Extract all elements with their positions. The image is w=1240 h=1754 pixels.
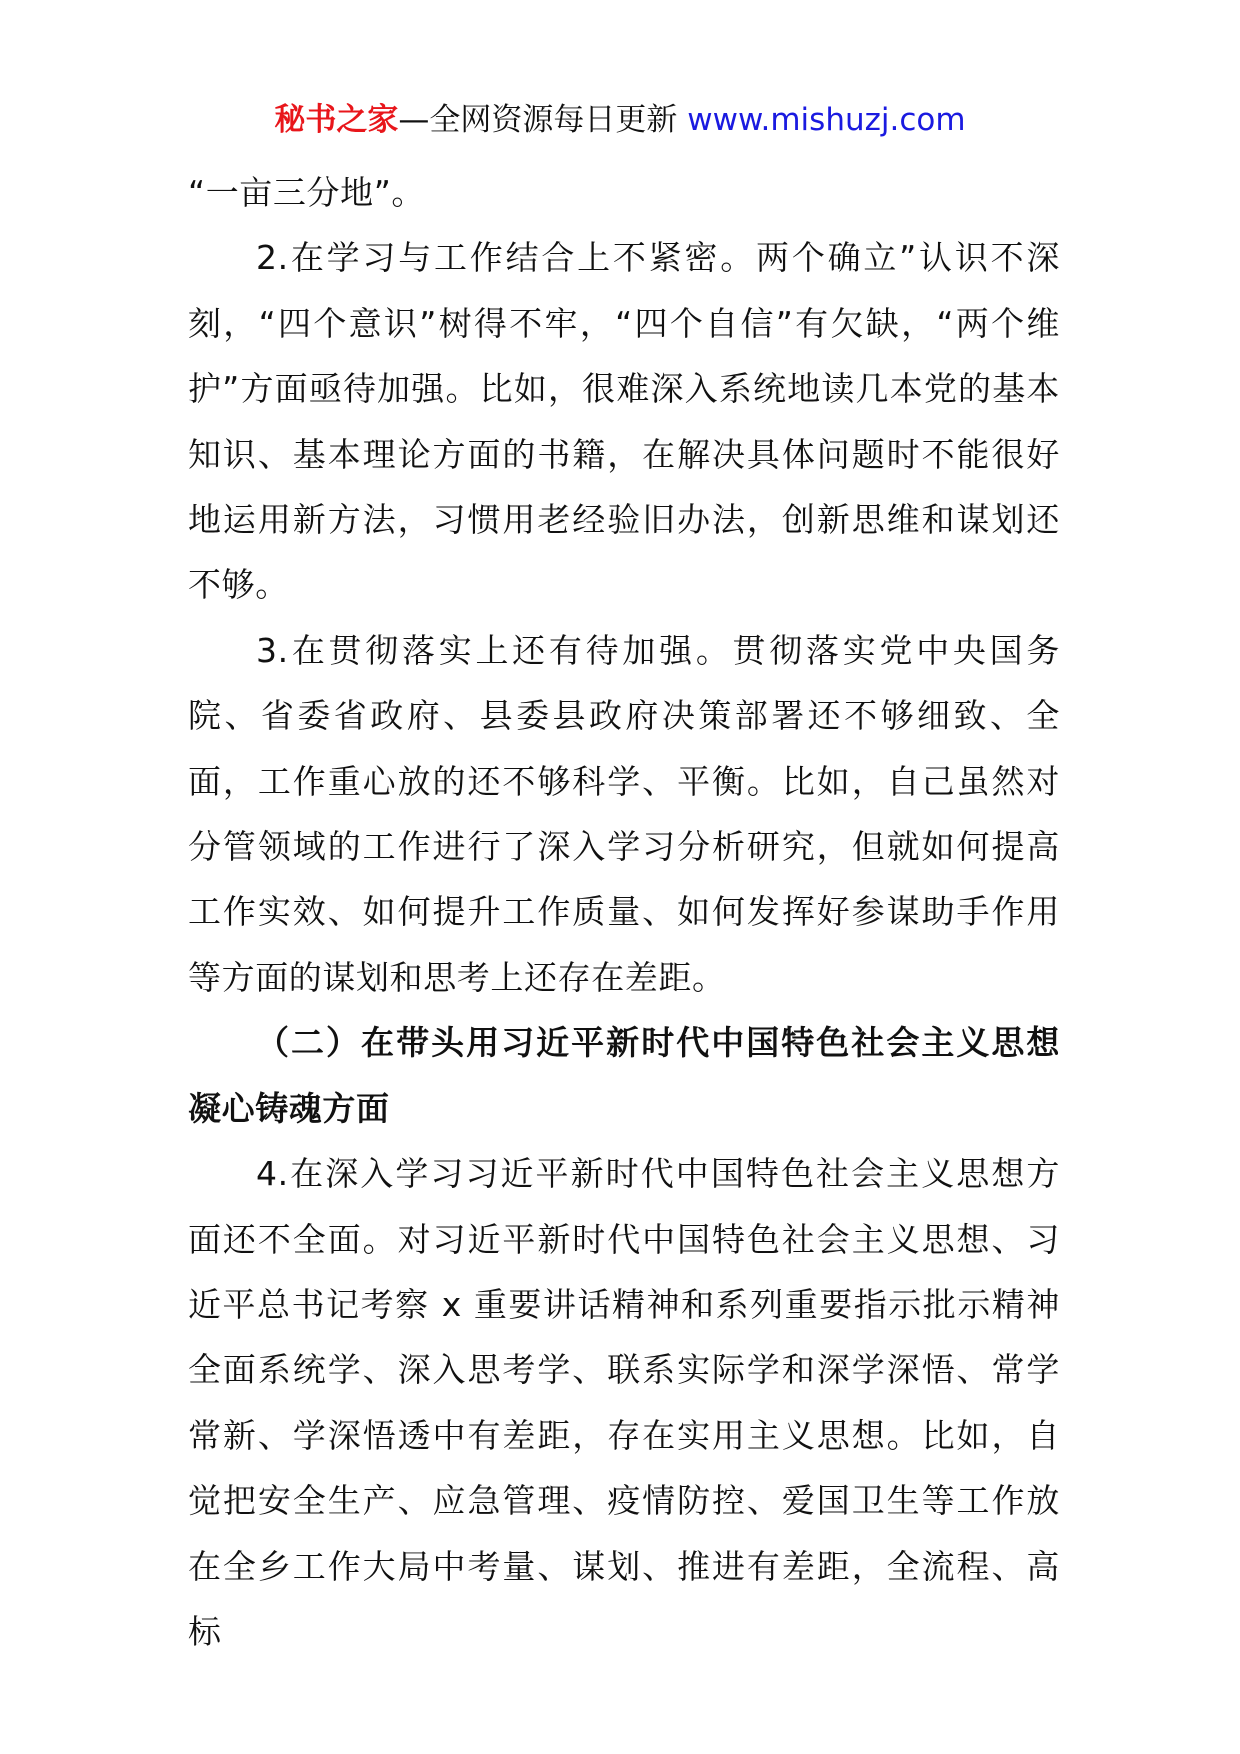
site-url-link[interactable]: www.mishuzj.com bbox=[687, 102, 966, 138]
paragraph-item-2: 2.在学习与工作结合上不紧密。两个确立”认识不深刻，“四个意识”树得不牢，“四个自信”有欠缺，“两个维护”方面亟待加强。比如，很难深入系统地读几本党的基本知识、基本理论方面的书籍，在解决具体问题时不能很好地运用新方法，习惯用老经验旧办法，创新思维和谋划还不够。 bbox=[188, 238, 1060, 605]
paragraph-item-3: 3.在贯彻落实上还有待加强。贯彻落实党中央国务院、省委省政府、县委县政府决策部署还不够细致、全面，工作重心放的还不够科学、平衡。比如，自己虽然对分管领域的工作进行了深入学习分析研究，但就如何提高工作实效、如何提升工作质量、如何发挥好参谋助手作用等方面的谋划和思考上还存在差距。 bbox=[188, 630, 1060, 997]
section-heading: （二）在带头用习近平新时代中国特色社会主义思想凝心铸魂方面 bbox=[188, 1023, 1060, 1128]
header-slogan: —全网资源每日更新 bbox=[398, 102, 688, 138]
brand-name: 秘书之家 bbox=[274, 102, 399, 138]
document-body bbox=[188, 160, 1060, 1664]
paragraph-continuation: “一亩三分地”。 bbox=[188, 173, 425, 212]
paragraph-item-4: 4.在深入学习习近平新时代中国特色社会主义思想方面还不全面。对习近平新时代中国特色社会主义思想、习近平总书记考察 x 重要讲话精神和系列重要指示批示精神全面系统学、深入思考学、联系实际学和深学深悟、常学常新、学深悟透中有差距，存在实用主义思想。比如，自觉把安全生产、应急管理、疫情防控、爱国卫生等工作放在全乡工作大局中考量、谋划、推进有差距，全流程、高标 bbox=[188, 1154, 1060, 1651]
site-header bbox=[0, 100, 1240, 140]
